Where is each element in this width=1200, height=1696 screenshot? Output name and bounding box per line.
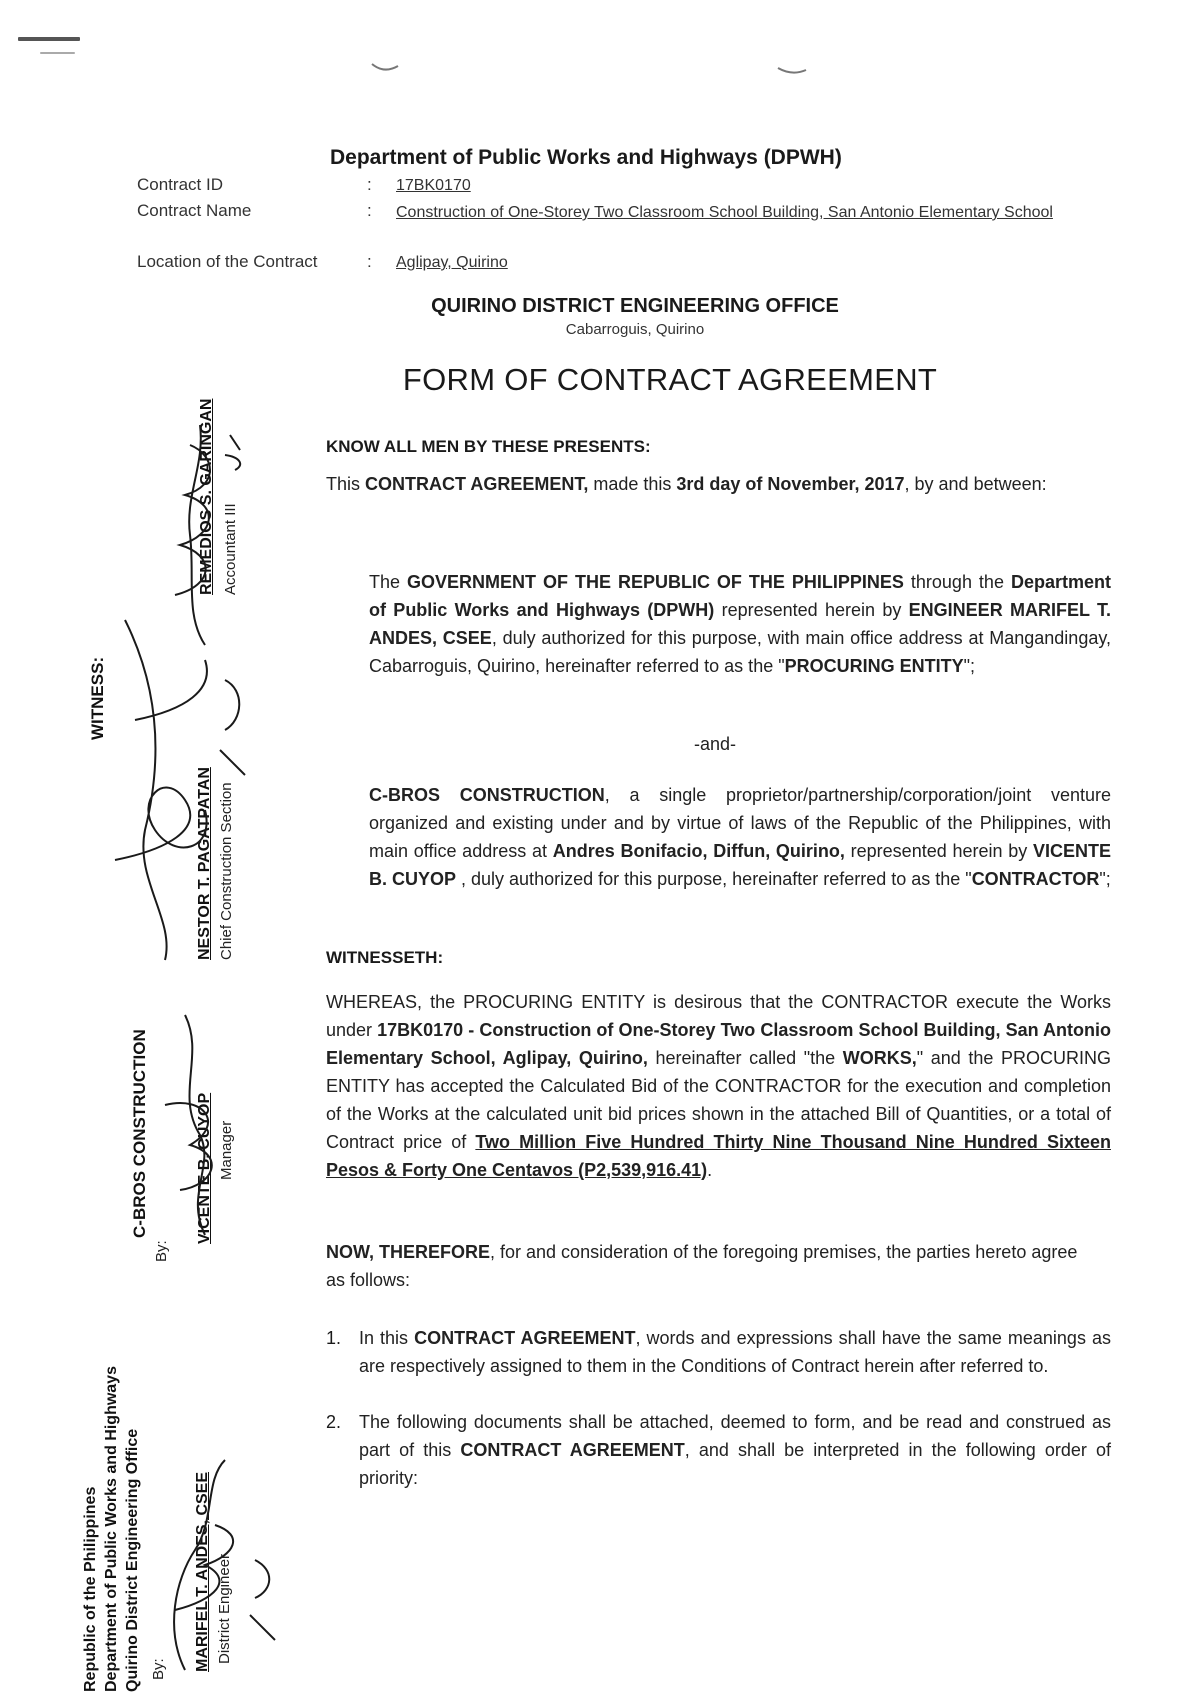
list-item: The following documents shall be attached, deemed to form, and be read and construed as part of this CONTRACT AGREEMENT, and shall be interpreted in the following order of priority: — [359, 1412, 1111, 1488]
contract-id-value: 17BK0170 — [396, 177, 471, 194]
office-location: Cabarroguis, Quirino — [565, 321, 705, 338]
contractor-role: Manager — [218, 1120, 235, 1180]
intro-paragraph: This CONTRACT AGREEMENT, made this 3rd day of November, 2017, by and between: — [326, 474, 1047, 494]
signature-cuyop — [145, 995, 255, 1255]
witnesseth-heading: WITNESSETH: — [326, 948, 444, 967]
contract-price: Two Million Five Hundred Thirty Nine Thousand Nine Hundred Sixteen Pesos & Forty One Centavos (P2,539,916.41) — [326, 1132, 1111, 1180]
location-label: Location of the Contract — [137, 252, 318, 271]
colon: : — [367, 201, 372, 220]
location-value: Aglipay, Quirino — [396, 254, 508, 271]
gov-line-department: Department of Public Works and Highways — [103, 1366, 120, 1692]
department-title: Department of Public Works and Highways (DPWH) — [330, 146, 842, 169]
witness2-name: NESTOR T. PAGATPATAN — [196, 767, 213, 960]
page-title: FORM OF CONTRACT AGREEMENT — [402, 362, 938, 397]
government-paragraph: The GOVERNMENT OF THE REPUBLIC OF THE PHILIPPINES through the Department of Public Works and Highways (DPWH) represented herein by ENGINEER MARIFEL T. ANDES, CSEE, duly authorized for this purpose, with main office address at Mangandingay, Cabarroguis, Quirino, hereinafter referred to as the "PROCURING ENTITY"; — [369, 572, 1112, 676]
witness1-name: REMEDIOS S. GARINGAN — [198, 398, 215, 595]
gov-signatory-name: MARIFEL T. ANDES, CSEE — [194, 1471, 211, 1672]
list-number: 1. — [326, 1328, 342, 1348]
witness1-role: Accountant III — [222, 503, 239, 595]
colon: : — [367, 252, 372, 271]
list-number: 2. — [326, 1412, 342, 1432]
signature-andes — [155, 1440, 295, 1690]
contract-id-label: Contract ID — [137, 175, 223, 194]
scan-mark — [0, 0, 1200, 120]
contractor-name: VICENTE B. CUYOP — [196, 1092, 213, 1244]
list-item: In this CONTRACT AGREEMENT, words and expressions shall have the same meanings as are respectively assigned to them in the Conditions of Contract herein after referred to. — [359, 1328, 1111, 1376]
contractor-by-label: By: — [153, 1240, 170, 1262]
signature-pagatpatan — [95, 600, 255, 980]
office-title: QUIRINO DISTRICT ENGINEERING OFFICE — [431, 295, 839, 317]
gov-by-label: By: — [150, 1658, 167, 1680]
contract-name-label: Contract Name — [137, 201, 252, 220]
gov-signatory-role: District Engineer — [216, 1553, 233, 1664]
gov-line-office: Quirino District Engineering Office — [124, 1428, 141, 1692]
and-separator: -and- — [693, 734, 737, 754]
contract-name-value: Construction of One-Storey Two Classroom School Building, San Antonio Elementary School — [396, 204, 1053, 221]
colon: : — [367, 175, 372, 194]
witness2-role: Chief Construction Section — [218, 782, 235, 960]
know-all-heading: KNOW ALL MEN BY THESE PRESENTS: — [326, 437, 651, 456]
whereas-paragraph: WHEREAS, the PROCURING ENTITY is desirous that the CONTRACTOR execute the Works under 17BK0170 - Construction of One-Storey Two Classroom School Building, San Antonio Elementary School, Aglipay, Quirino, hereinafter called "the WORKS," and the PROCURING ENTITY has accepted the Calculated Bid of the CONTRACTOR for the execution and completion of the Works at the calculated unit bid prices shown in the attached Bill of Quantities, or a total of Contract price of Two Million Five Hundred Thirty Nine Thousand Nine Hundred Sixteen Pesos & Forty One Centavos (P2,539,916.41). — [326, 992, 1112, 1180]
gov-line-republic: Republic of the Philippines — [82, 1486, 99, 1692]
contractor-paragraph: C-BROS CONSTRUCTION, a single proprietor/partnership/corporation/joint venture organized and existing under and by virtue of laws of the Republic of the Philippines, with main office address at Andres Bonifacio, Diffun, Quirino, represented herein by VICENTE B. CUYOP , duly authorized for this purpose, hereinafter referred to as the "CONTRACTOR"; — [369, 785, 1111, 889]
witness-label: WITNESS: — [88, 656, 107, 740]
now-therefore-paragraph: NOW, THEREFORE, for and consideration of the foregoing premises, the parties hereto agree as follows: — [326, 1242, 1078, 1290]
contractor-org: C-BROS CONSTRUCTION — [130, 1029, 149, 1238]
